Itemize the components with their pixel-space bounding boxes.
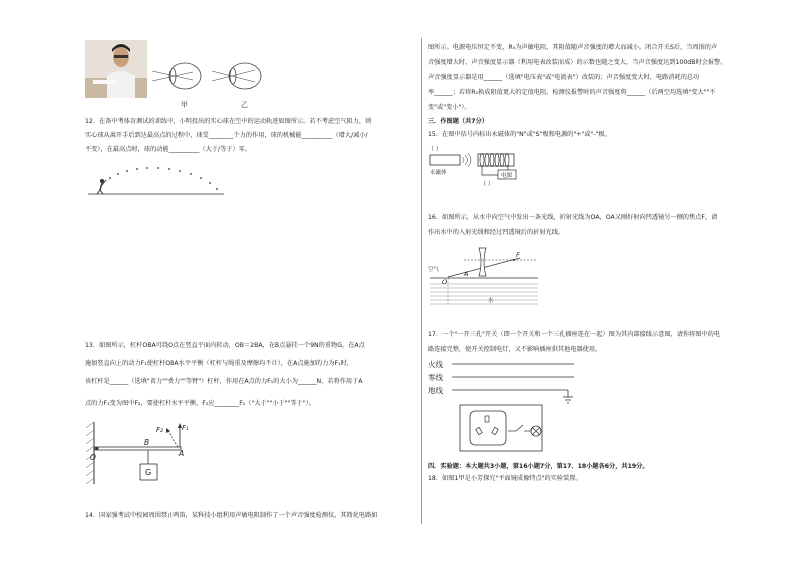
q12-line-3: 不变），在最高点时，球的动能__________（大于/等于）零。 — [85, 146, 252, 153]
q16-line-1: 16．如图所示，从水中向空气中发出一条光线，折射光线为OA，OA又刚好射向凹透镜另一侧的焦点F，请 — [428, 214, 718, 221]
label-live-wire: 火线 — [428, 360, 443, 369]
q16-line-2: 作出水中的入射光线和经过凹透镜后的折射光线。 — [428, 229, 565, 236]
q14-line-1: 14．国家强考试中校园周围禁止鸣笛，某科技小组利用声敏电阻制作了一个声音强度检测仪，其简化电路如 — [85, 512, 378, 519]
q13-line-3: 该杠杆是______（选填"省力""费力""等臂"）杠杆，作用在A点的力F₁的大小为______N，若将作用于A — [85, 378, 363, 385]
pivot-point — [96, 447, 99, 450]
power-label: 电源 — [501, 173, 513, 179]
eye-diagrams — [150, 52, 270, 110]
label-air: 空气 — [428, 267, 440, 273]
student-photo — [85, 40, 147, 98]
q14-cont-line-4: 率______；若将R₀换成阻值更大的定值电阻，检测仪报警时的声音强度将______（后两空均选填"变大""不 — [428, 89, 716, 96]
label-O: O — [90, 453, 96, 462]
q17-line-1: 17．一个"一开三孔"开关（即一个开关和一个三孔插座连在一起）图为其内部接线示意图，请你将图中的电 — [428, 331, 721, 338]
q13-line-4: 点的力F₁变为图中F₂，要使杠杆水平平衡，F₂应________F₁（"大于""小于""等于"）。 — [85, 400, 315, 407]
magnet-bracket-left: （ ） — [428, 146, 442, 153]
label-A: A — [179, 449, 185, 458]
q12-line-1: 12．在备中考体育测试的训练中，小明投出的实心球在空中的运动轨迹如图所示。若不考虑空气阻力，则 — [85, 118, 372, 125]
refraction-figure — [428, 240, 540, 310]
lamp-icon — [531, 426, 541, 436]
eye-label-b: 乙 — [241, 101, 248, 109]
q14-cont-line-5: 变"或"变小"）。 — [428, 104, 471, 111]
magnet-label: 永磁体 — [430, 170, 447, 176]
q17-line-2: 路连接完整，使开关控制电灯，又不影响插座供其他电器使用。 — [428, 346, 602, 353]
q14-cont-line-2: 音强度增大时，声音强度显示器（利用电表改装而成）的示数也随之变大，当声音强度达到100dB时会报警。 — [428, 59, 727, 66]
q13-line-2: 施加竖直向上的动力F₁使杠杆OBA水平平衡（杠杆与绳重及摩擦均不计），在A点施加的力为F₁时， — [85, 360, 353, 367]
label-neutral-wire: 零线 — [428, 373, 443, 382]
electromagnet-figure — [428, 143, 528, 189]
switch-lever — [516, 425, 523, 431]
coil-bracket: （ ） — [480, 181, 494, 188]
trajectory-figure — [86, 164, 226, 200]
column-divider — [421, 38, 422, 524]
label-F1: F₁ — [182, 424, 189, 432]
label-G: G — [145, 468, 152, 477]
trajectory-dots — [109, 167, 218, 190]
permanent-magnet — [430, 155, 460, 165]
label-F2: F₂ — [156, 426, 163, 434]
ground-symbol — [563, 390, 573, 403]
eye-diagram-b — [212, 63, 261, 89]
eye-label-a: 甲 — [181, 101, 188, 109]
section-4-heading: 四．实验题：本大题共3小题，第16小题7分，第17、18小题各6分，共19分。 — [428, 463, 649, 470]
label-O-ray: O — [442, 278, 448, 286]
label-water: 水 — [488, 298, 494, 304]
label-A-ray: A — [464, 270, 469, 278]
label-ground-wire: 地线 — [428, 386, 443, 395]
wiring-figure — [428, 357, 578, 453]
lever-bar — [95, 447, 181, 450]
label-B: B — [144, 438, 150, 447]
concave-lens — [479, 248, 486, 276]
q15-line-1: 15．在图中括号内标出永磁体的"N"或"S"极和电源的"+"或"-"极。 — [428, 131, 611, 138]
q12-line-2: 实心球从离开手后到达最高点的过程中，球受________个力的作用，球的机械能__________（增大/减小/ — [85, 132, 368, 139]
eye-diagram-a — [152, 63, 201, 89]
q13-line-1: 13．如图所示，杠杆OBA可绕O点在竖直平面内转动，OB＝2BA，在B点悬挂一个9N的重物G，在A点 — [85, 342, 365, 349]
label-F: F — [516, 251, 520, 259]
section-3-heading: 三．作图题（共7分） — [428, 118, 488, 125]
thrower-icon — [97, 179, 106, 194]
lever-figure — [84, 420, 204, 492]
q14-cont-line-1: 图所示。电源电压恒定不变，R₀为声敏电阻，其阻值随声音强度的增大而减小。闭合开关S后，当周围的声 — [428, 44, 718, 51]
q14-cont-line-3: 声音强度显示器是用______（选填"电压表"或"电流表"）改装的；声音强度变大时，电路消耗的总功 — [428, 74, 700, 81]
q18-line-1: 18．如图1甲是小芳探究"平面镜成像特点"的实验装置。 — [428, 475, 582, 482]
